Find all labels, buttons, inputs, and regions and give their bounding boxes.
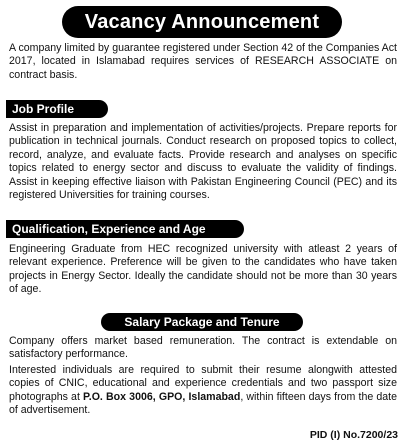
intro-paragraph: A company limited by guarantee registered under Section 42 of the Companies Act 2017, located in Islamabad requires services of RESEARCH ASSOCIATE on contract basis. bbox=[9, 42, 397, 81]
qualification-text: Engineering Graduate from HEC recognized university with atleast 2 years of relevant experience. Preference will be given to the candidates who have taken projects in Energy Sector. Ideally the candidate should not be more than 30 years of age. bbox=[9, 243, 397, 296]
application-text-before: Interested individuals are required to submit their resume alongwith attested copies of CNIC, educational and experience credentials and two passport size photographs at bbox=[9, 364, 397, 403]
salary-heading: Salary Package and Tenure bbox=[101, 313, 303, 331]
job-profile-heading: Job Profile bbox=[6, 100, 108, 118]
application-text-after: , within fifteen days from the date of advertisement. bbox=[9, 390, 398, 417]
postal-address: P.O. Box 3006, GPO, Islamabad bbox=[83, 390, 241, 403]
qualification-heading: Qualification, Experience and Age bbox=[6, 220, 244, 238]
pid-number: PID (I) No.7200/23 bbox=[309, 429, 398, 441]
page-title: Vacancy Announcement bbox=[62, 6, 342, 38]
application-instructions bbox=[9, 364, 397, 418]
salary-text: Company offers market based remuneration. The contract is extendable on satisfactory performance. bbox=[9, 335, 397, 361]
job-profile-text: Assist in preparation and implementation of activities/projects. Prepare reports for publication in technical journals. Conduct research on proposed topics to collect, record, analyze, and evaluate facts. Provide research and analyses on specific topics related to energy sector and discuss to evaluate the validity of findings. Assist in keeping effective liaison with Pakistan Engineering Council (PEC) and its registered Universities for training courses. bbox=[9, 122, 397, 202]
